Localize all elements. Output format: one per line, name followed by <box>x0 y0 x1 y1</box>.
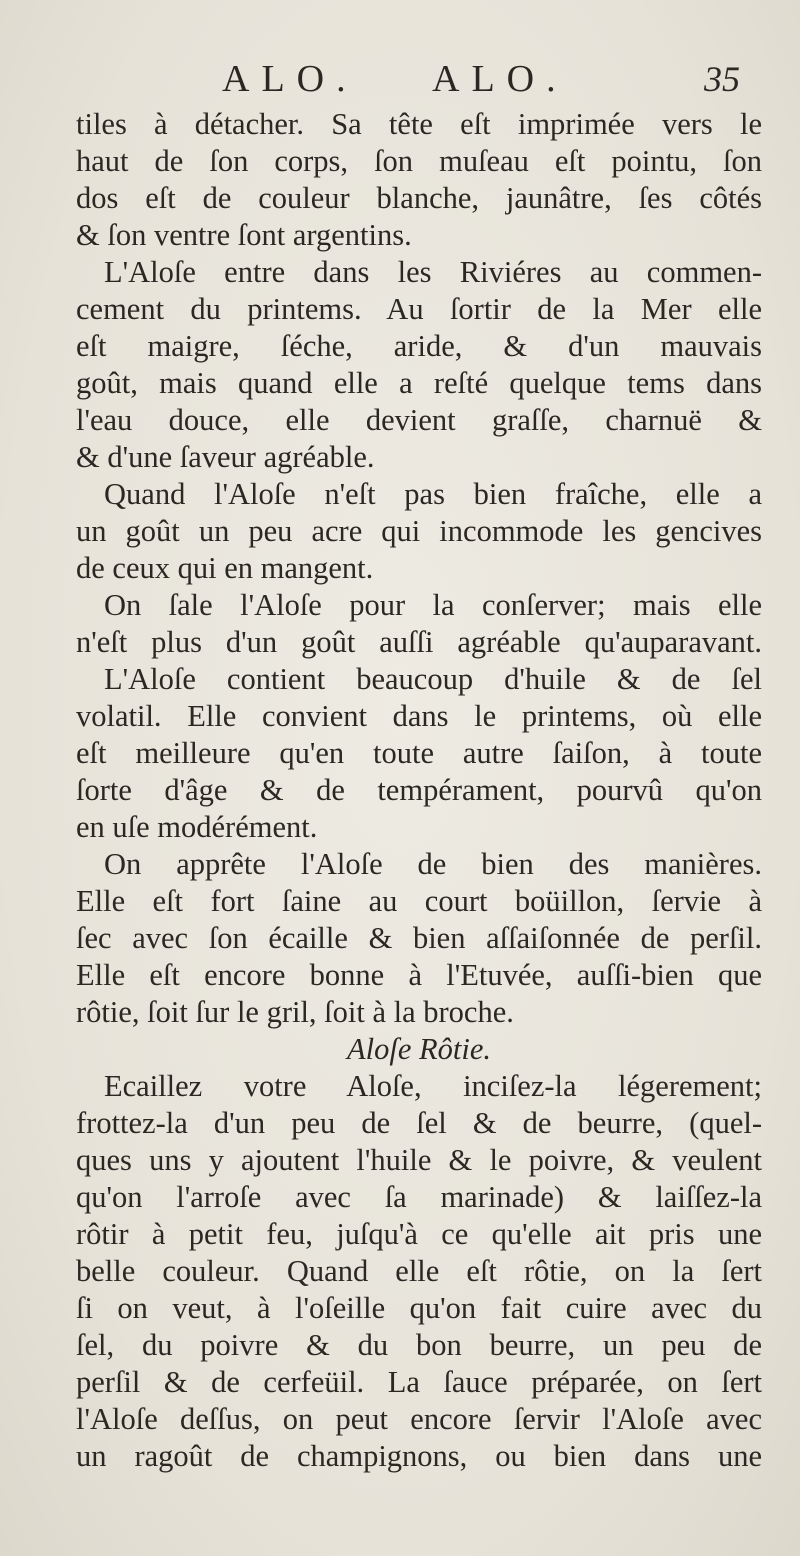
text-line: eſt maigre, ſéche, aride, & d'un mauvais <box>76 329 762 363</box>
text-line: & ſon ventre ſont argentins. <box>76 218 412 252</box>
text-line: frottez-la d'un peu de ſel & de beurre, (quel- <box>76 1106 762 1140</box>
text-line: l'eau douce, elle devient graſſe, charnuë & <box>76 403 762 437</box>
text-line: ques uns y ajoutent l'huile & le poivre, & veulent <box>76 1143 762 1177</box>
text-line: eſt meilleure qu'en toute autre ſaiſon, à toute <box>76 736 762 770</box>
text-line: Elle eſt encore bonne à l'Etuvée, auſſi-bien que <box>76 958 762 992</box>
text-line: un ragoût de champignons, ou bien dans une <box>76 1439 762 1473</box>
text-line: ſorte d'âge & de tempérament, pourvû qu'on <box>76 773 762 807</box>
text-line: cement du printems. Au ſortir de la Mer elle <box>76 292 762 326</box>
text-line: belle couleur. Quand elle eſt rôtie, on la ſert <box>76 1254 762 1288</box>
text-line: Elle eſt fort ſaine au court boüillon, ſervie à <box>76 884 762 918</box>
running-head-right: ALO. <box>432 58 568 100</box>
text-line: ſec avec ſon écaille & bien aſſaiſonnée de perſil. <box>76 921 762 955</box>
page-header <box>0 54 800 104</box>
paragraph-start: L'Aloſe entre dans les Riviéres au commen- <box>104 255 762 289</box>
text-line: qu'on l'arroſe avec ſa marinade) & laiſſez-la <box>76 1180 762 1214</box>
text-line: rôtir à petit feu, juſqu'à ce qu'elle ait pris une <box>76 1217 762 1251</box>
paragraph-start: Ecaillez votre Aloſe, inciſez-la légerement; <box>104 1069 762 1103</box>
paragraph-start: L'Aloſe contient beaucoup d'huile & de ſel <box>104 662 762 696</box>
section-heading: Aloſe Rôtie. <box>347 1032 491 1066</box>
text-line: n'eſt plus d'un goût auſſi agréable qu'auparavant. <box>76 625 762 659</box>
text-line: en uſe modérément. <box>76 810 318 844</box>
text-line: l'Aloſe deſſus, on peut encore ſervir l'Aloſe avec <box>76 1402 762 1436</box>
paragraph-start: Quand l'Aloſe n'eſt pas bien fraîche, elle a <box>104 477 762 511</box>
text-line: goût, mais quand elle a reſté quelque tems dans <box>76 366 762 400</box>
text-line: volatil. Elle convient dans le printems, où elle <box>76 699 762 733</box>
text-line: rôtie, ſoit ſur le gril, ſoit à la broche. <box>76 995 514 1029</box>
text-line: haut de ſon corps, ſon muſeau eſt pointu, ſon <box>76 144 762 178</box>
paragraph-start: On apprête l'Aloſe de bien des manières. <box>104 847 762 881</box>
text-line: ſi on veut, à l'oſeille qu'on fait cuire avec du <box>76 1291 762 1325</box>
text-line: & d'une ſaveur agréable. <box>76 440 375 474</box>
text-line: tiles à détacher. Sa tête eſt imprimée vers le <box>76 107 762 141</box>
page-number: 35 <box>704 59 740 99</box>
running-head-left: ALO. <box>222 58 358 100</box>
paragraph-start: On ſale l'Aloſe pour la conſerver; mais elle <box>104 588 762 622</box>
text-line: dos eſt de couleur blanche, jaunâtre, ſes côtés <box>76 181 762 215</box>
text-line: de ceux qui en mangent. <box>76 551 374 585</box>
text-line: un goût un peu acre qui incommode les gencives <box>76 514 762 548</box>
text-line: ſel, du poivre & du bon beurre, un peu de <box>76 1328 762 1362</box>
text-line: perſil & de cerfeüil. La ſauce préparée, on ſert <box>76 1365 762 1399</box>
